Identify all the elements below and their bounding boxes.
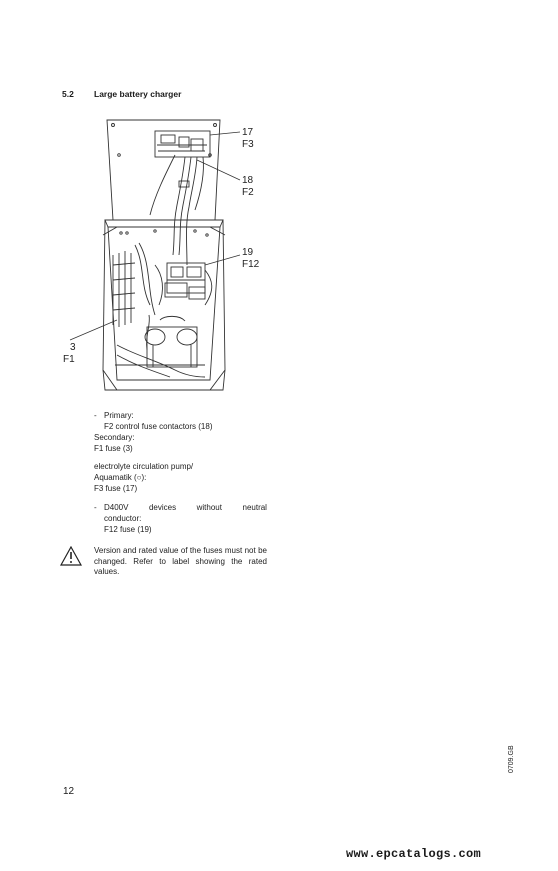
primary-label: Primary: bbox=[104, 411, 134, 420]
website-watermark: www.epcatalogs.com bbox=[346, 847, 482, 861]
document-code: 0709.GB bbox=[508, 745, 515, 773]
d400-detail: F12 fuse (19) bbox=[104, 525, 152, 534]
d400-line-1 bbox=[104, 503, 267, 514]
d400-word: D400V bbox=[104, 503, 129, 512]
section-title: Large battery charger bbox=[94, 89, 182, 99]
callout-3-fuse: F1 bbox=[63, 354, 75, 365]
d400-word: neutral bbox=[242, 503, 267, 512]
bullet-dash-2: - bbox=[94, 503, 97, 512]
callout-17-fuse: F3 bbox=[242, 139, 254, 150]
primary-detail: F2 control fuse contactors (18) bbox=[104, 422, 213, 431]
callout-18-ref: 18 bbox=[242, 175, 254, 186]
warning-triangle-icon bbox=[60, 546, 82, 566]
d400-word: without bbox=[196, 503, 222, 512]
warning-text: Version and rated value of the fuses must not be changed. Refer to label showing the rated values. bbox=[94, 546, 267, 576]
callout-18-fuse: F2 bbox=[242, 187, 254, 198]
d400-line-2: conductor: bbox=[104, 514, 142, 523]
pump-line-1: electrolyte circulation pump/ bbox=[94, 462, 194, 471]
callout-17-ref: 17 bbox=[242, 127, 254, 138]
d400-word: devices bbox=[148, 503, 177, 512]
callout-3-ref: 3 bbox=[70, 342, 76, 353]
callout-19-ref: 19 bbox=[242, 247, 254, 258]
callout-19-fuse: F12 bbox=[242, 259, 260, 270]
secondary-label: Secondary: bbox=[94, 433, 135, 442]
page-number: 12 bbox=[63, 786, 75, 797]
pump-detail: F3 fuse (17) bbox=[94, 484, 138, 493]
pump-line-2: Aquamatik (○): bbox=[94, 473, 147, 482]
section-number: 5.2 bbox=[62, 89, 74, 99]
bullet-dash: - bbox=[94, 411, 97, 420]
secondary-detail: F1 fuse (3) bbox=[94, 444, 133, 453]
